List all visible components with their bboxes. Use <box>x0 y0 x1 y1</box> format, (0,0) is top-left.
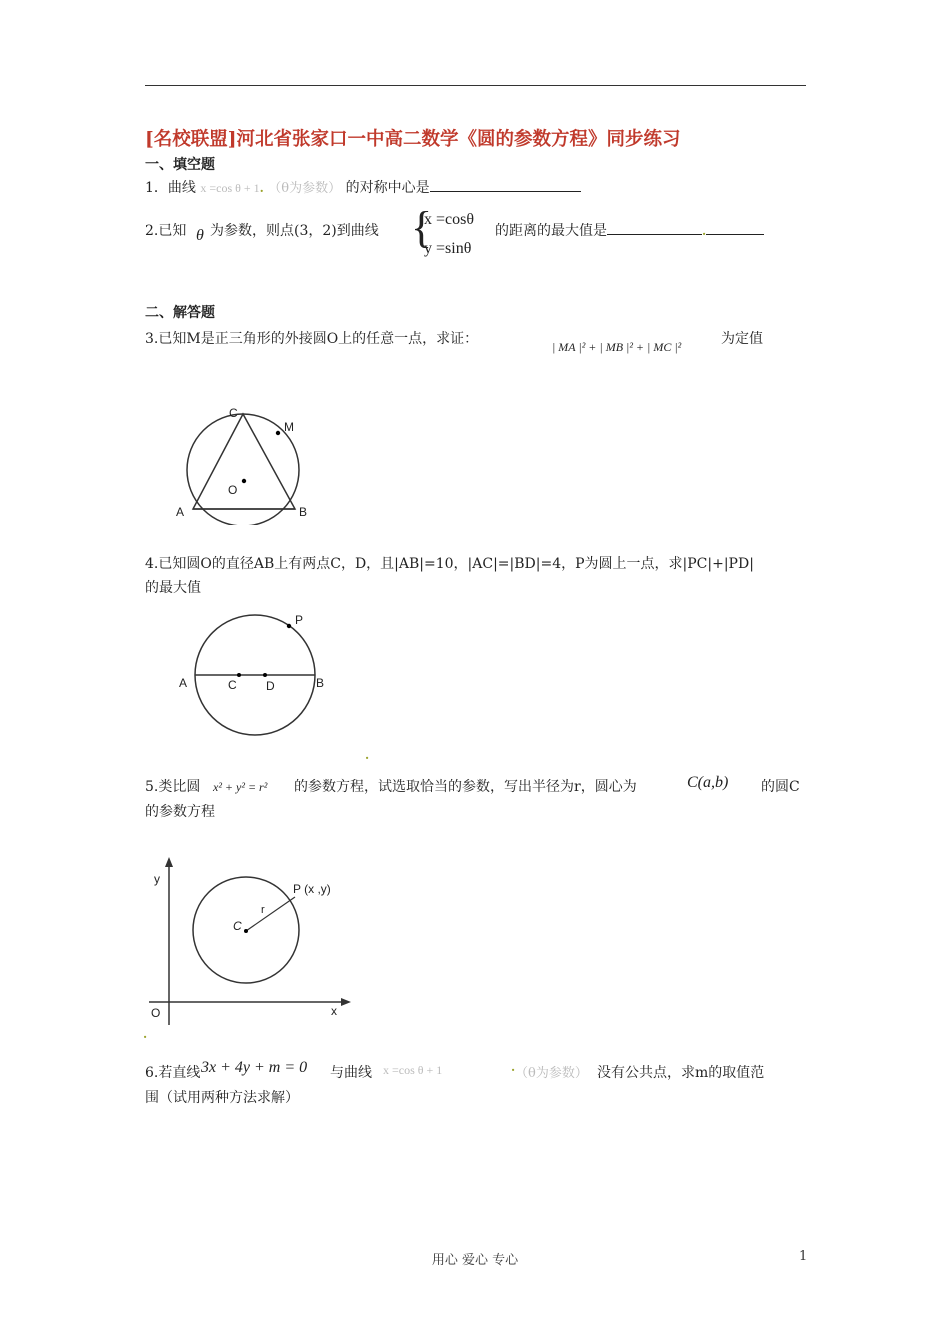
label-d: D <box>266 679 275 693</box>
q6-line-eq: 3x + 4y + m = 0 <box>201 1059 308 1076</box>
point-c <box>244 929 248 933</box>
footer-text: 用心 爱心 专心 <box>431 1253 519 1268</box>
q6-mid: 与曲线 <box>330 1065 372 1081</box>
point-p <box>287 624 291 628</box>
label-a: A <box>179 676 188 690</box>
header-rule <box>145 85 806 86</box>
q2-brace: { <box>411 203 433 252</box>
label-a: A <box>176 505 185 519</box>
question-2-suffix: 的距离的最大值是 . <box>495 220 764 240</box>
figure-circle-coordinate <box>145 855 365 1030</box>
q5-suffix: 的圆C <box>761 779 800 795</box>
q5-formula: x² + y² = r² <box>213 780 268 794</box>
q1-equation-cropped: x =cos θ + 1 <box>200 181 260 195</box>
q1-param-note: （θ为参数） <box>268 181 342 196</box>
q2-mid: 为参数，则点(3，2)到曲线 <box>210 223 379 239</box>
q3-text: 3.已知M是正三角形的外接圆O上的任意一点，求证： <box>145 331 479 347</box>
point-m <box>276 431 280 435</box>
question-1: 1．曲线 x =cos θ + 1. （θ为参数） 的对称中心是 <box>145 177 581 197</box>
point-o <box>242 479 246 483</box>
q2-eq-y: y =sinθ <box>424 240 472 257</box>
q2-theta: θ <box>196 227 204 244</box>
label-o: O <box>228 483 238 497</box>
q5-line2: 的参数方程 <box>145 804 215 820</box>
q2-suffix: 的距离的最大值是 <box>495 223 607 239</box>
q2-answer-blank-a[interactable] <box>607 220 702 235</box>
point-d <box>263 673 267 677</box>
q6-prefix: 6.若直线 <box>145 1065 201 1081</box>
label-c: C <box>233 919 242 933</box>
point-c <box>237 673 241 677</box>
page-number: 1 <box>799 1249 808 1264</box>
q6-equation-cropped: x =cos θ + 1 <box>383 1063 443 1077</box>
q6-param-note: （θ为参数） <box>515 1066 588 1081</box>
radius-line <box>246 897 295 931</box>
q6-line2: 围（试用两种方法求解） <box>145 1090 299 1106</box>
q2-answer-blank-b[interactable] <box>706 220 764 235</box>
q6-suffix: 没有公共点，求m的取值范 <box>597 1065 765 1081</box>
q5-center: C(a,b) <box>687 774 729 791</box>
y-axis-arrow <box>165 857 173 867</box>
q4-line2: 的最大值 <box>145 580 201 596</box>
q3-formula: | MA |² + | MB |² + | MC |² <box>552 340 682 354</box>
q4-line1: 4.已知圆O的直径AB上有两点C，D，且|AB|=10，|AC|=|BD|=4，P为圆上一点，求|PC|+|PD| <box>145 556 754 572</box>
label-b: B <box>316 676 325 690</box>
section-fill-in-heading: 一、填空题 <box>145 157 215 173</box>
label-p: P <box>295 613 304 627</box>
q1-suffix: 的对称中心是 <box>345 180 430 196</box>
figure-inscribed-triangle <box>145 395 345 525</box>
label-x: x <box>331 1004 337 1018</box>
q5-mid: 的参数方程，试选取恰当的参数，写出半径为r，圆心为 <box>294 779 637 795</box>
q1-answer-blank[interactable] <box>430 177 581 192</box>
document-title: [名校联盟]河北省张家口一中高二数学《圆的参数方程》同步练习 <box>145 129 681 150</box>
label-r: r <box>261 904 265 916</box>
label-m: M <box>284 420 294 434</box>
label-y: y <box>154 872 160 886</box>
q2-eq-x: x =cosθ <box>424 211 475 228</box>
label-b: B <box>299 505 308 519</box>
section-answer-heading: 二、解答题 <box>145 305 215 321</box>
label-c: C <box>229 406 238 420</box>
q5-prefix: 5.类比圆 <box>145 779 201 795</box>
x-axis-arrow <box>341 998 351 1006</box>
label-c: C <box>228 678 237 692</box>
q3-suffix: 为定值 <box>721 331 763 347</box>
figure-diameter-points <box>145 600 345 740</box>
label-o: O <box>151 1006 161 1020</box>
label-p: P (x ,y) <box>293 882 331 896</box>
q1-prefix: 1．曲线 <box>145 180 196 196</box>
q2-prefix: 2.已知 <box>145 223 187 239</box>
